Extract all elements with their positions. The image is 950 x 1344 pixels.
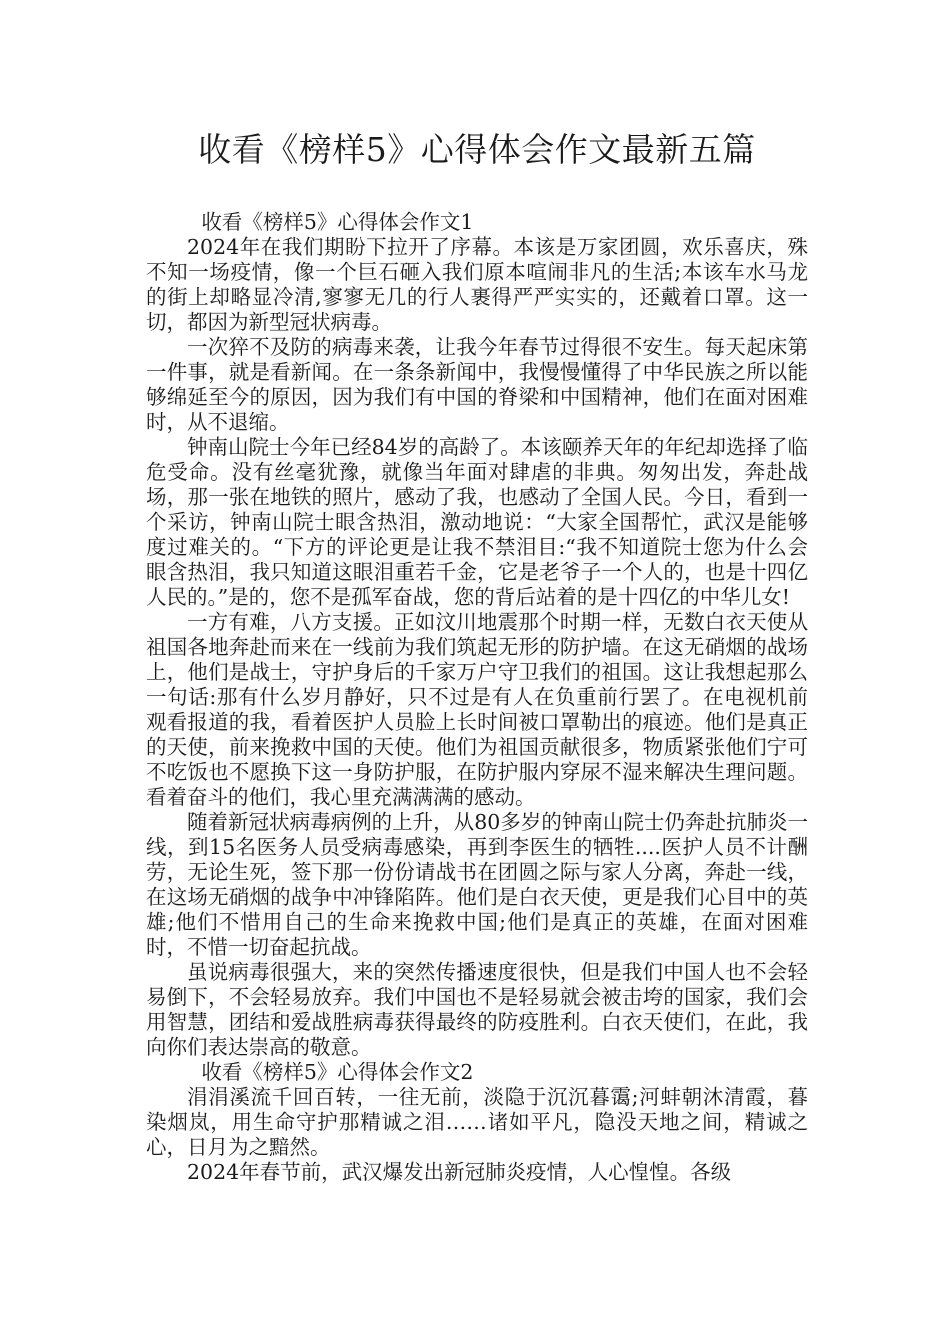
paragraph: 2024年在我们期盼下拉开了序幕。本该是万家团圆，欢乐喜庆，殊不知一场疫情，像一个巨石砸入我们原本喧闹非凡的生活;本该车水马龙的街上却略显冷清,寥寥无几的行人裹得严严实实的，还戴着口罩。这一切，都因为新型冠状病毒。: [146, 235, 808, 334]
paragraph: 虽说病毒很强大，来的突然传播速度很快，但是我们中国人也不会轻易倒下，不会轻易放弃。我们中国也不是轻易就会被击垮的国家，我们会用智慧，团结和爱战胜病毒获得最终的防疫胜利。白衣天使们，在此，我向你们表达崇高的敬意。: [146, 960, 808, 1059]
paragraph: 2024年春节前，武汉爆发出新冠肺炎疫情，人心惶惶。各级: [187, 1160, 732, 1184]
paragraph: 钟南山院士今年已经84岁的高龄了。本该颐养天年的年纪却选择了临危受命。没有丝毫犹豫，就像当年面对肆虐的非典。匆匆出发，奔赴战场，那一张在地铁的照片，感动了我，也感动了全国人民。今日，看到一个采访，钟南山院士眼含热泪，激动地说：“大家全国帮忙，武汉是能够度过难关的。“下方的评论更是让我不禁泪目:“我不知道院士您为什么会眼含热泪，我只知道这眼泪重若千金，它是老爷子一个人的，也是十四亿人民的。”是的，您不是孤军奋战，您的背后站着的是十四亿的中华儿女!: [146, 435, 808, 609]
paragraph: 一次猝不及防的病毒来袭，让我今年春节过得很不安生。每天起床第一件事，就是看新闻。在一条条新闻中，我慢慢懂得了中华民族之所以能够绵延至今的原因，因为我们有中国的脊梁和中国精神，他们在面对困难时，从不退缩。: [146, 335, 808, 434]
essay-heading-1: 收看《榜样5》心得体会作文1: [201, 210, 474, 234]
paragraph: 一方有难，八方支援。正如汶川地震那个时期一样，无数白衣天使从祖国各地奔赴而来在一线前为我们筑起无形的防护墙。在这无硝烟的战场上，他们是战士，守护身后的千家万户守卫我们的祖国。这让我想起那么一句话:那有什么岁月静好，只不过是有人在负重前行罢了。在电视机前观看报道的我，看着医护人员脸上长时间被口罩勒出的痕迹。他们是真正的天使，前来挽救中国的天使。他们为祖国贡献很多，物质紧张他们宁可不吃饭也不愿换下这一身防护服，在防护服内穿尿不湿来解决生理问题。看着奋斗的他们，我心里充满满满的感动。: [146, 610, 808, 809]
paragraph: 随着新冠状病毒病例的上升，从80多岁的钟南山院士仍奔赴抗肺炎一线，到15名医务人员受病毒感染，再到李医生的牺牲....医护人员不计酬劳，无论生死，签下那一份份请战书在团圆之际与家人分离，奔赴一线，在这场无硝烟的战争中冲锋陷阵。他们是白衣天使，更是我们心目中的英雄;他们不惜用自己的生命来挽救中国;他们是真正的英雄，在面对困难时，不惜一切奋起抗战。: [146, 810, 808, 959]
document-title: 收看《榜样5》心得体会作文最新五篇: [198, 130, 756, 169]
essay-heading-2: 收看《榜样5》心得体会作文2: [201, 1060, 474, 1084]
document-text: [146, 210, 808, 1185]
paragraph: 涓涓溪流千回百转，一往无前，淡隐于沉沉暮霭;河蚌朝沐清霞，暮染烟岚，用生命守护那精诚之泪……诸如平凡，隐没天地之间，精诚之心，日月为之黯然。: [146, 1085, 808, 1159]
document-body: [146, 128, 808, 1185]
